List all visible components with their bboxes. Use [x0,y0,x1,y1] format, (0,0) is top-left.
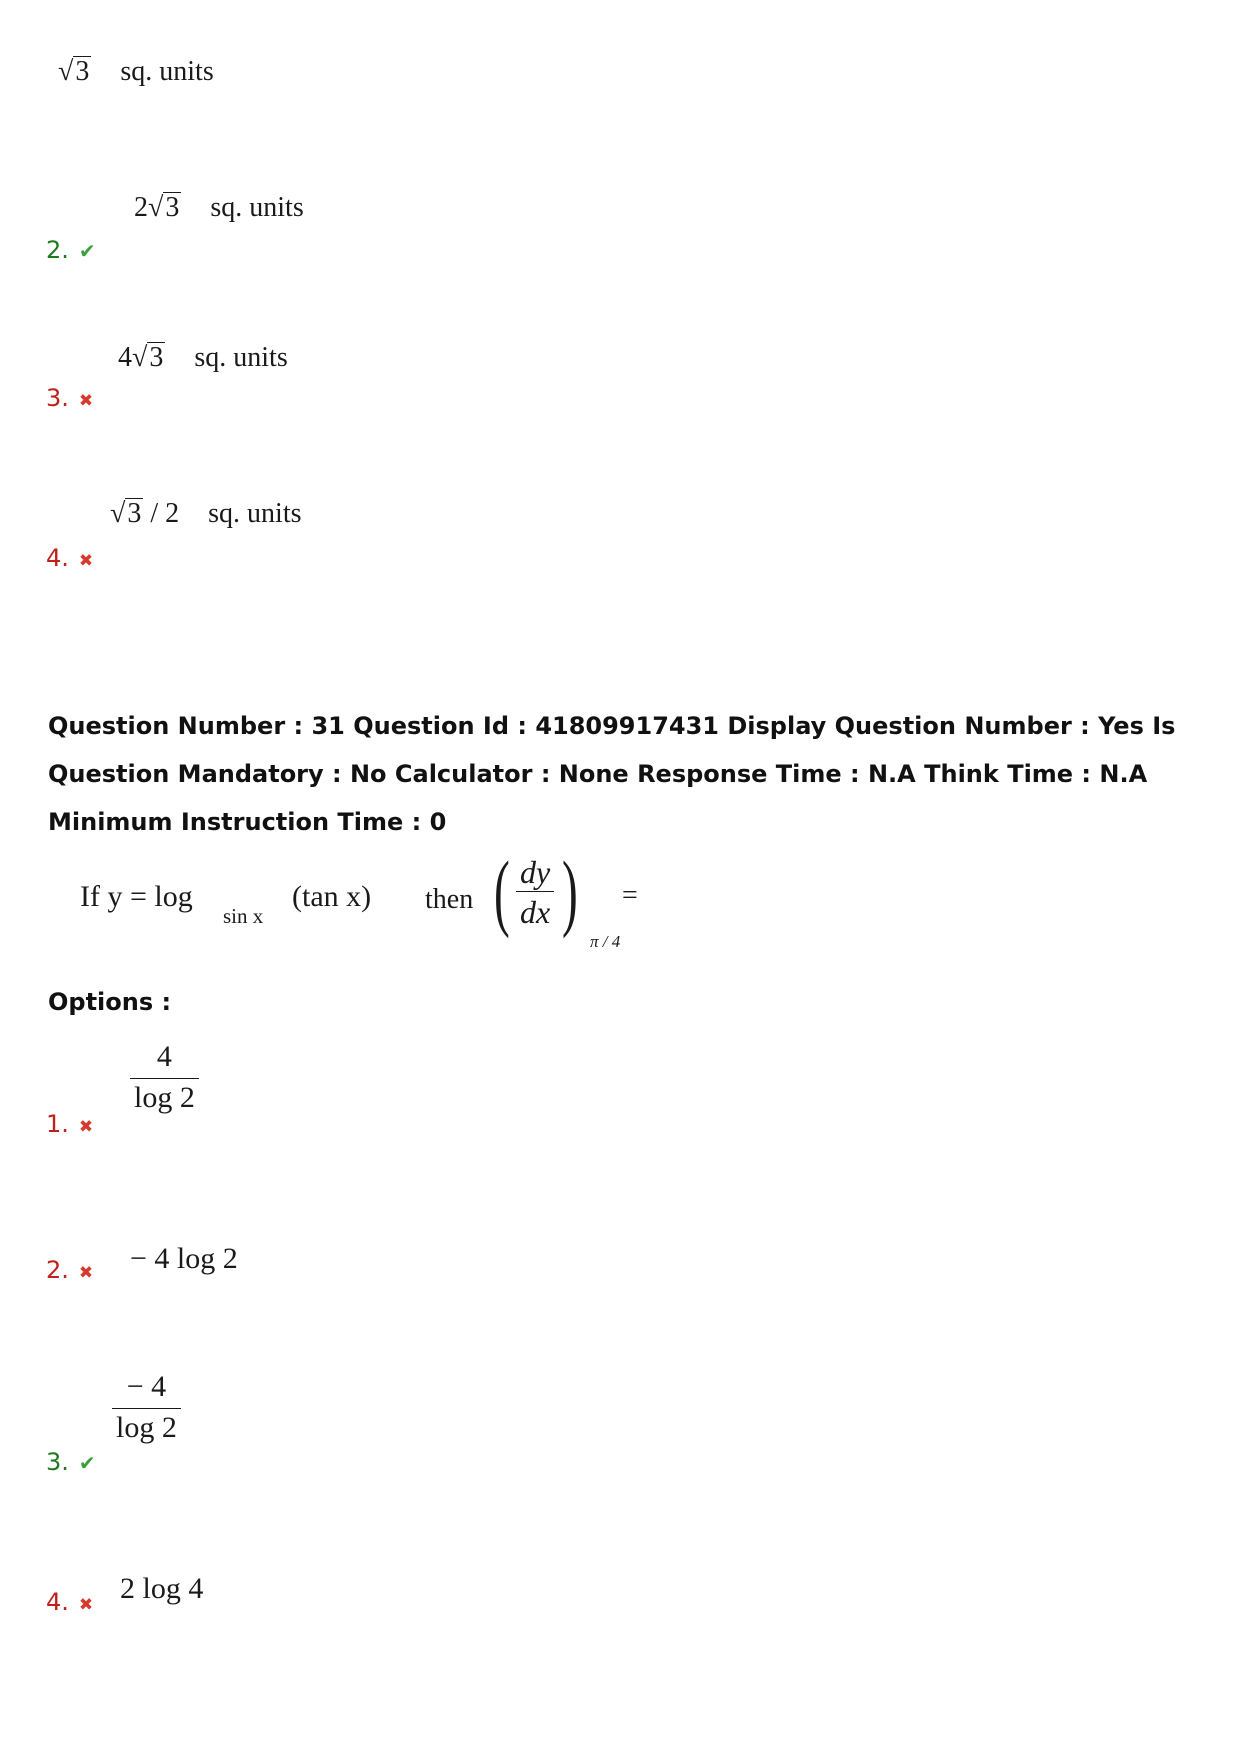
option-3-number: 3. ✔ [46,1448,96,1476]
question-meta: Question Number : 31 Question Id : 41809917431 Display Question Number : Yes Is Question Mandatory : No Calculator : None Response Time : N.A Think Time : N.A Minimum Instruction Time : 0 [48,712,1176,836]
prev-option-1-value [58,56,214,88]
sqrt-3: √3 [58,56,90,87]
prev-option-2-number: 2. ✔ [46,236,96,264]
cross-icon: ✖ [78,1595,94,1615]
cross-icon: ✖ [78,551,94,571]
units-label: sq. units [208,498,302,529]
cross-icon: ✖ [78,391,94,411]
formula-equals: = [622,880,638,911]
cross-icon: ✖ [78,1117,94,1137]
sqrt-3: √3 [148,192,180,223]
sqrt-3: √3 [132,342,164,373]
formula-then: then [425,884,474,915]
option-3-value: $\frac{- 4}{\log 2}$ [112,1370,181,1445]
check-icon: ✔ [78,239,96,263]
option-4-number: 4. ✖ [46,1588,94,1616]
option-2-number: 2. ✖ [46,1256,94,1284]
units-label: sq. units [210,192,304,223]
option-1-value: $\frac{4}{\log 2}$ [130,1040,199,1115]
units-label: sq. units [120,56,214,87]
option-1-number: 1. ✖ [46,1110,94,1138]
sqrt-3: √3 [110,498,142,529]
check-icon: ✔ [78,1451,96,1475]
prev-option-3-value: 4√3 sq. units [118,342,288,373]
formula-left-paren: ( [494,843,510,939]
cross-icon: ✖ [78,1263,94,1283]
formula-log-base: sin x [223,904,264,928]
formula-right-paren: ) [562,843,578,939]
units-label: sq. units [194,342,288,373]
prev-option-3-number: 3. ✖ [46,384,94,412]
formula-argument: (tan x) [292,880,372,913]
option-4-value: 2 log 4 [120,1572,204,1605]
formula-eval-point: π / 4 [590,932,621,951]
formula-derivative: $\frac{dy}{dx}$ [516,854,554,931]
formula-if-y-log: If y = log [80,880,193,913]
option-2-value: − 4 log 2 [130,1242,238,1275]
options-label: Options : [48,988,172,1016]
prev-option-2-value: 2√3 sq. units [134,192,304,223]
prev-option-4-number: 4. ✖ [46,544,94,572]
prev-option-4-value: √3 / 2 sq. units [110,498,302,529]
